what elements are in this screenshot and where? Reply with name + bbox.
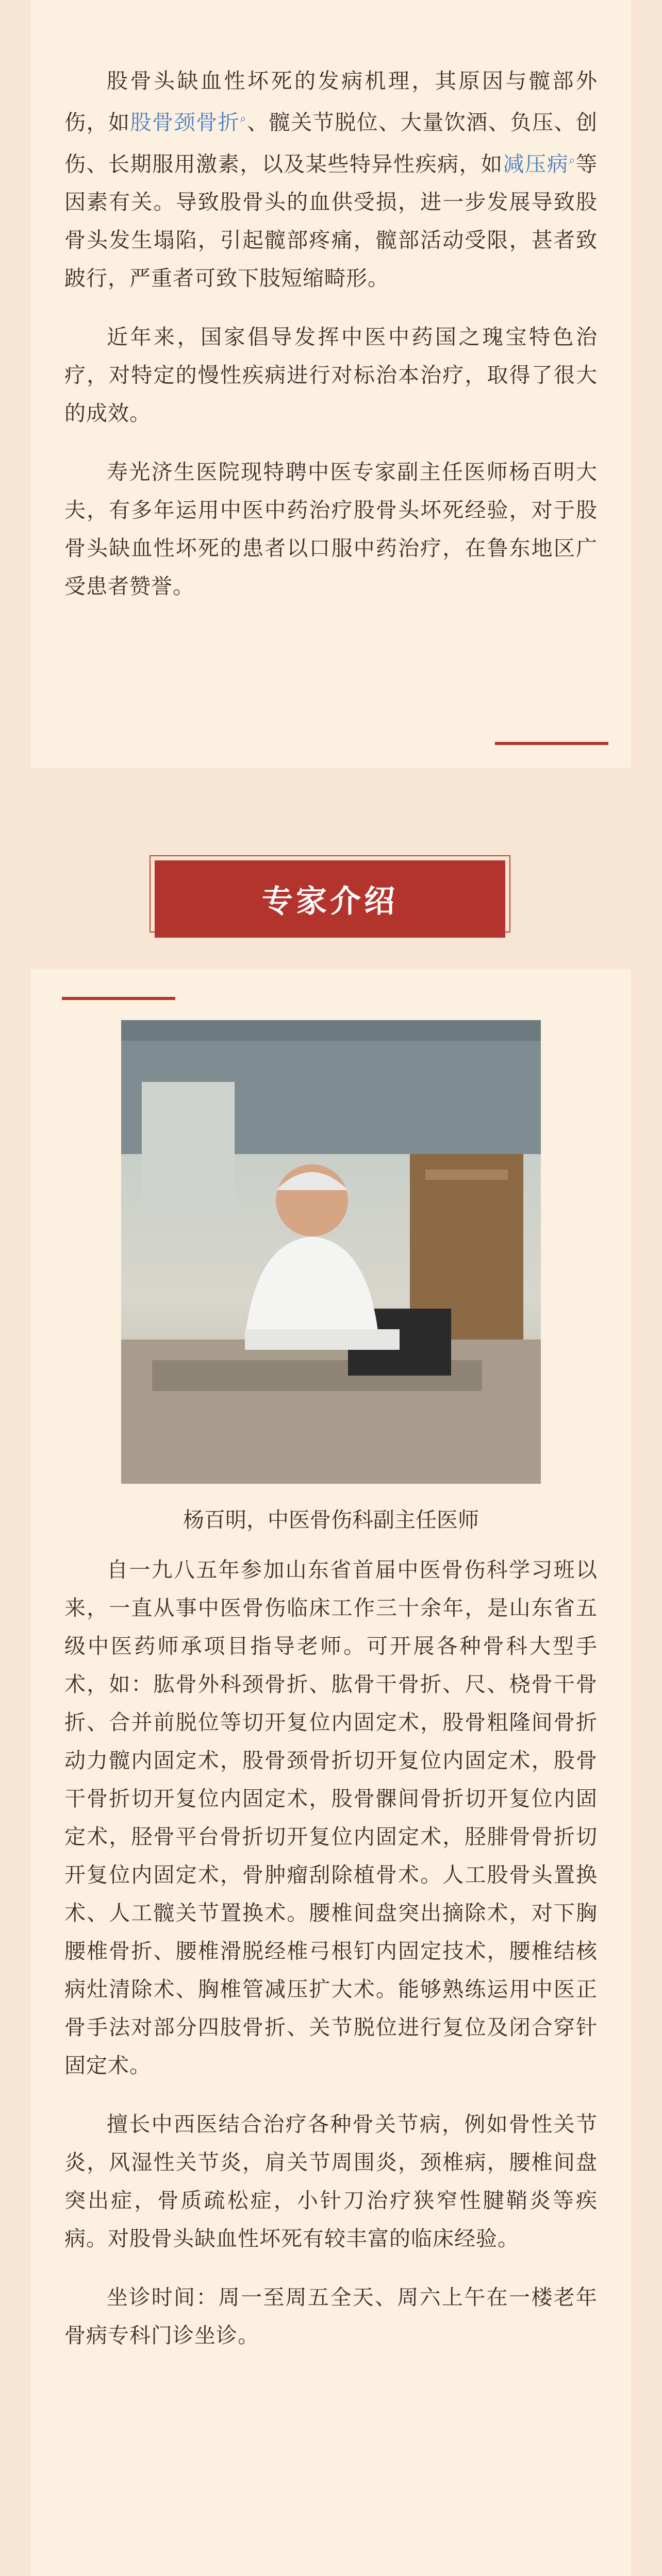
expert-paragraph-3: 坐诊时间：周一至周五全天、周六上午在一楼老年骨病专科门诊坐诊。 <box>64 2285 598 2348</box>
decompression-sickness-link[interactable]: 减压病 <box>503 151 569 177</box>
expert-paragraph-1: 自一九八五年参加山东省首届中医骨伤科学习班以来，一直从事中医骨伤临床工作三十余年，是山东省五级中医药师承项目指导老师。可开展各种骨科大型手术，如：肱骨外科颈骨折、肱骨干骨折、尺、桡骨干骨折、合并前脱位等切开复位内固定术，股骨粗隆间骨折动力髋内固定术，股骨颈骨折切开复位内固定术，股骨干骨折切开复位内固定术，股骨髁间骨折切开复位内固定术，胫骨平台骨折切开复位内固定术，胫腓骨骨折切开复位内固定术，骨肿瘤刮除植骨术。人工股骨头置换术、人工髋关节置换术。腰椎间盘突出摘除术，对下胸腰椎骨折、腰椎滑脱经椎弓根钉内固定技术，腰椎结核病灶清除术、胸椎管减压扩大术。能够熟练运用中医正骨手法对部分四肢骨折、关节脱位进行复位及闭合穿针固定术。 <box>64 1557 598 2078</box>
intro-paragraph-1: 股骨头缺血性坏死的发病机理，其原因与髋部外伤，如股骨颈骨折⌕、髋关节脱位、大量饮酒、负压、创伤、长期服用激素，以及某些特异性疾病，如减压病⌕等因素有关。导致股骨头的血供受损，进一步发展导致股骨头发生塌陷，引起髋部疼痛，髋部活动受限，甚者致跛行，严重者可致下肢短缩畸形。 <box>64 69 598 291</box>
intro-card <box>31 0 631 768</box>
expert-text <box>64 1551 598 2375</box>
expert-banner: 专家介绍 <box>155 860 505 938</box>
doctor-caption: 杨百明，中医骨伤科副主任医师 <box>183 1507 479 1532</box>
intro-divider <box>495 742 608 745</box>
search-icon: ⌕ <box>569 154 576 167</box>
intro-paragraph-3: 寿光济生医院现特聘中医专家副主任医师杨百明大夫，有多年运用中医中药治疗股骨头坏死经验，对于股骨头缺血性坏死的患者以口服中药治疗，在鲁东地区广受患者赞誉。 <box>64 460 598 599</box>
search-icon: ⌕ <box>240 112 247 125</box>
expert-divider <box>62 997 175 1000</box>
doctor-photo-illustration <box>121 1020 541 1484</box>
femoral-neck-fracture-link[interactable]: 股骨颈骨折 <box>130 110 240 135</box>
doctor-photo <box>121 1020 541 1484</box>
intro-paragraph-2: 近年来，国家倡导发挥中医中药国之瑰宝特色治疗，对特定的慢性疾病进行对标治本治疗，取得了很大的成效。 <box>64 325 598 426</box>
expert-paragraph-2: 擅长中西医结合治疗各种骨关节病，例如骨性关节炎，风湿性关节炎，肩关节周围炎，颈椎病，腰椎间盘突出症，骨质疏松症，小针刀治疗狭窄性腱鞘炎等疾病。对股骨头缺血性坏死有较丰富的临床经验。 <box>64 2112 598 2251</box>
